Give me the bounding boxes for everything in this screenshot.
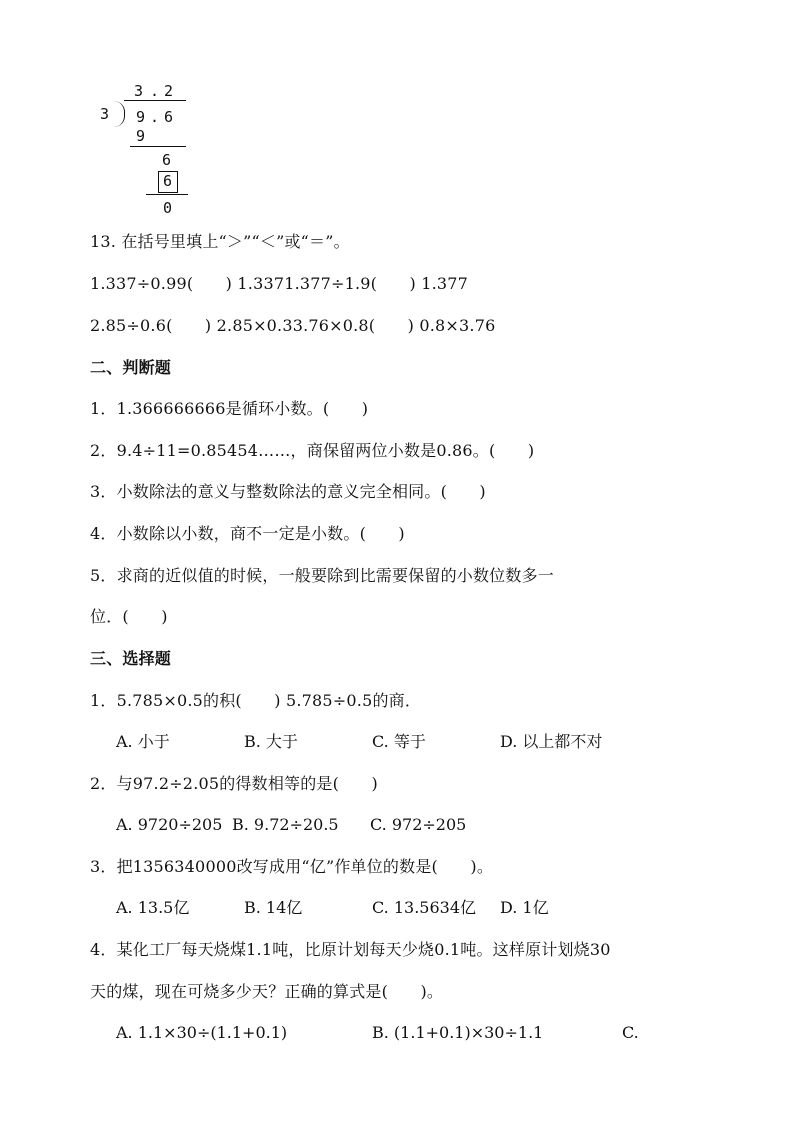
option-b: B. (1.1+0.1)×30÷1.1 (372, 1023, 544, 1042)
section-2-title: 二、判断题 (90, 358, 172, 377)
division-bracket (114, 101, 125, 127)
option-a: A. 1.1×30÷(1.1+0.1) (116, 1023, 288, 1042)
dividend-digit: 9 (136, 108, 146, 126)
dividend-digit: 6 (164, 108, 174, 126)
question-13-prompt: 13. 在括号里填上“＞”“＜”或“＝”。 (90, 232, 350, 251)
division-bar (124, 100, 186, 101)
remainder: 0 (163, 199, 173, 217)
option-a: A. 小于 (116, 732, 170, 751)
choice-question-1-stem: 1．5.785×0.5的积( ) 5.785÷0.5的商． (90, 691, 422, 710)
option-d: D. 以上都不对 (500, 732, 603, 751)
dividend-decimal-point: . (150, 108, 160, 126)
judgement-item: 3．小数除法的意义与整数除法的意义完全相同。( ) (90, 482, 486, 501)
option-b: B. 14亿 (244, 898, 303, 917)
option-b: B. 大于 (244, 732, 298, 751)
option-d: D. 1亿 (500, 898, 549, 917)
option-c: C. 13.5634亿 (372, 898, 477, 917)
subtraction-line (130, 146, 186, 147)
quotient-digit: 3 (134, 82, 144, 100)
option-c: C. (622, 1023, 639, 1042)
quotient-digit: 2 (164, 82, 174, 100)
section-3-title: 三、选择题 (90, 649, 172, 668)
option-c: C. 等于 (372, 732, 426, 751)
subtrahend: 6 (163, 172, 173, 190)
judgement-item: 4．小数除以小数，商不一定是小数。( ) (90, 524, 405, 543)
question-13-row-2: 2.85÷0.6( ) 2.85×0.33.76×0.8( ) 0.8×3.76 (90, 316, 496, 335)
quotient-decimal-point: . (150, 82, 160, 100)
judgement-item-continuation: 位．( ) (90, 607, 168, 626)
choice-question-3-stem: 3．把1356340000改写成用“亿”作单位的数是( )。 (90, 857, 494, 876)
choice-question-4-stem-line-1: 4．某化工厂每天烧煤1.1吨，比原计划每天少烧0.1吨。这样原计划烧30 (90, 940, 611, 959)
subtraction-line (146, 194, 188, 195)
option-b: B. 9.72÷20.5 (232, 815, 339, 834)
subtrahend: 9 (136, 127, 146, 145)
judgement-item: 5．求商的近似值的时候，一般要除到比需要保留的小数位数多一 (90, 566, 554, 585)
choice-question-2-stem: 2．与97.2÷2.05的得数相等的是( ) (90, 774, 378, 793)
brought-down-digit: 6 (162, 151, 172, 169)
option-a: A. 9720÷205 (116, 815, 223, 834)
judgement-item: 1．1.366666666是循环小数。( ) (90, 399, 369, 418)
option-a: A. 13.5亿 (116, 898, 190, 917)
judgement-item: 2．9.4÷11=0.85454……，商保留两位小数是0.86。( ) (90, 441, 535, 460)
choice-question-4-stem-line-2: 天的煤，现在可烧多少天？正确的算式是( )。 (90, 982, 444, 1001)
option-c: C. 972÷205 (370, 815, 467, 834)
divisor: 3 (100, 105, 110, 123)
question-13-row-1: 1.337÷0.99( ) 1.3371.377÷1.9( ) 1.377 (90, 274, 469, 293)
